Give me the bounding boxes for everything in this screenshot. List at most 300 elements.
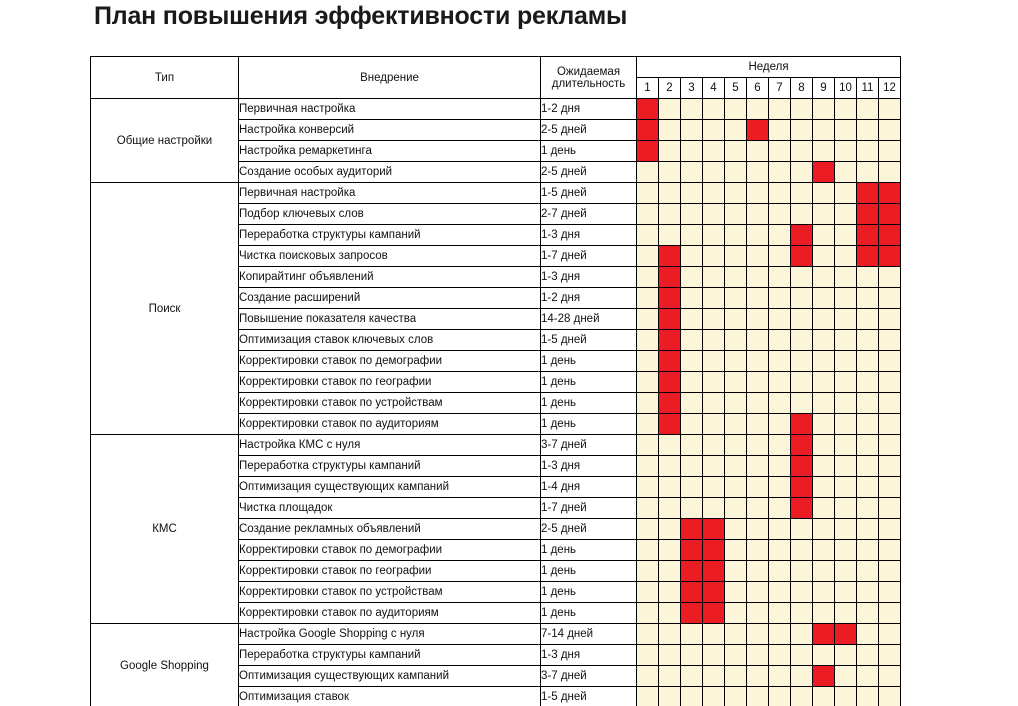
task-duration-cell: 1-3 дня — [541, 225, 637, 246]
task-name-cell: Подбор ключевых слов — [239, 204, 541, 225]
gantt-empty-cell — [879, 162, 901, 183]
gantt-empty-cell — [637, 477, 659, 498]
gantt-bar-cell — [857, 183, 879, 204]
gantt-bar-cell — [857, 204, 879, 225]
gantt-bar-cell — [659, 414, 681, 435]
gantt-empty-cell — [857, 309, 879, 330]
gantt-empty-cell — [747, 183, 769, 204]
gantt-empty-cell — [813, 141, 835, 162]
gantt-bar-cell — [659, 267, 681, 288]
gantt-empty-cell — [769, 141, 791, 162]
gantt-empty-cell — [813, 435, 835, 456]
gantt-empty-cell — [857, 519, 879, 540]
gantt-empty-cell — [703, 666, 725, 687]
gantt-empty-cell — [703, 309, 725, 330]
gantt-empty-cell — [659, 204, 681, 225]
gantt-empty-cell — [769, 561, 791, 582]
gantt-empty-cell — [725, 183, 747, 204]
gantt-empty-cell — [769, 246, 791, 267]
gantt-bar-cell — [813, 162, 835, 183]
gantt-empty-cell — [725, 582, 747, 603]
gantt-empty-cell — [857, 162, 879, 183]
gantt-bar-cell — [681, 519, 703, 540]
gantt-bar-cell — [659, 246, 681, 267]
gantt-empty-cell — [835, 603, 857, 624]
gantt-empty-cell — [857, 498, 879, 519]
task-duration-cell: 1-7 дней — [541, 498, 637, 519]
gantt-empty-cell — [813, 351, 835, 372]
gantt-empty-cell — [857, 141, 879, 162]
gantt-empty-cell — [637, 540, 659, 561]
task-name-cell: Корректировки ставок по устройствам — [239, 582, 541, 603]
task-name-cell: Оптимизация существующих кампаний — [239, 666, 541, 687]
gantt-empty-cell — [769, 309, 791, 330]
task-duration-cell: 2-5 дней — [541, 120, 637, 141]
gantt-empty-cell — [879, 519, 901, 540]
gantt-empty-cell — [769, 498, 791, 519]
gantt-empty-cell — [725, 330, 747, 351]
gantt-empty-cell — [857, 666, 879, 687]
gantt-empty-cell — [637, 645, 659, 666]
task-name-cell: Оптимизация существующих кампаний — [239, 477, 541, 498]
gantt-empty-cell — [835, 351, 857, 372]
week-number-8: 8 — [791, 78, 813, 99]
gantt-empty-cell — [725, 120, 747, 141]
gantt-empty-cell — [747, 162, 769, 183]
gantt-empty-cell — [725, 498, 747, 519]
table-header — [91, 57, 901, 99]
gantt-empty-cell — [813, 267, 835, 288]
gantt-empty-cell — [813, 456, 835, 477]
gantt-empty-cell — [637, 687, 659, 706]
gantt-empty-cell — [791, 351, 813, 372]
gantt-empty-cell — [791, 561, 813, 582]
gantt-empty-cell — [659, 99, 681, 120]
gantt-empty-cell — [835, 519, 857, 540]
gantt-bar-cell — [791, 246, 813, 267]
gantt-empty-cell — [835, 183, 857, 204]
column-header-weeks: Неделя — [637, 57, 901, 78]
gantt-empty-cell — [725, 288, 747, 309]
gantt-bar-cell — [791, 435, 813, 456]
gantt-empty-cell — [791, 141, 813, 162]
task-duration-cell: 1 день — [541, 351, 637, 372]
gantt-empty-cell — [835, 225, 857, 246]
task-name-cell: Оптимизация ставок — [239, 687, 541, 706]
gantt-empty-cell — [769, 330, 791, 351]
gantt-empty-cell — [791, 162, 813, 183]
gantt-empty-cell — [681, 393, 703, 414]
task-name-cell: Первичная настройка — [239, 183, 541, 204]
gantt-empty-cell — [835, 288, 857, 309]
gantt-empty-cell — [747, 561, 769, 582]
gantt-empty-cell — [857, 435, 879, 456]
gantt-empty-cell — [747, 456, 769, 477]
gantt-empty-cell — [791, 624, 813, 645]
task-duration-cell: 14-28 дней — [541, 309, 637, 330]
task-name-cell: Настройка КМС с нуля — [239, 435, 541, 456]
gantt-empty-cell — [769, 225, 791, 246]
week-number-9: 9 — [813, 78, 835, 99]
gantt-empty-cell — [659, 603, 681, 624]
gantt-empty-cell — [659, 120, 681, 141]
gantt-empty-cell — [659, 582, 681, 603]
gantt-empty-cell — [813, 309, 835, 330]
gantt-empty-cell — [747, 603, 769, 624]
gantt-bar-cell — [747, 120, 769, 141]
week-number-11: 11 — [857, 78, 879, 99]
gantt-empty-cell — [659, 141, 681, 162]
gantt-empty-cell — [681, 309, 703, 330]
gantt-empty-cell — [769, 456, 791, 477]
gantt-empty-cell — [725, 456, 747, 477]
gantt-empty-cell — [769, 372, 791, 393]
task-duration-cell: 1-4 дня — [541, 477, 637, 498]
task-name-cell: Корректировки ставок по демографии — [239, 351, 541, 372]
gantt-empty-cell — [637, 582, 659, 603]
task-name-cell: Корректировки ставок по устройствам — [239, 393, 541, 414]
task-name-cell: Корректировки ставок по демографии — [239, 540, 541, 561]
gantt-empty-cell — [703, 246, 725, 267]
gantt-empty-cell — [681, 414, 703, 435]
task-duration-cell: 1-5 дней — [541, 330, 637, 351]
task-name-cell: Переработка структуры кампаний — [239, 456, 541, 477]
gantt-empty-cell — [703, 204, 725, 225]
gantt-empty-cell — [703, 99, 725, 120]
task-duration-cell: 1 день — [541, 393, 637, 414]
gantt-empty-cell — [835, 267, 857, 288]
task-name-cell: Переработка структуры кампаний — [239, 225, 541, 246]
gantt-empty-cell — [791, 687, 813, 706]
gantt-empty-cell — [813, 183, 835, 204]
gantt-empty-cell — [637, 351, 659, 372]
gantt-empty-cell — [681, 330, 703, 351]
gantt-empty-cell — [769, 414, 791, 435]
gantt-empty-cell — [835, 666, 857, 687]
gantt-empty-cell — [835, 477, 857, 498]
group-type-cell: Общие настройки — [91, 99, 239, 183]
gantt-empty-cell — [835, 330, 857, 351]
gantt-empty-cell — [637, 267, 659, 288]
gantt-empty-cell — [637, 309, 659, 330]
gantt-empty-cell — [879, 393, 901, 414]
week-number-2: 2 — [659, 78, 681, 99]
gantt-empty-cell — [703, 162, 725, 183]
task-duration-cell: 1-5 дней — [541, 183, 637, 204]
gantt-empty-cell — [637, 183, 659, 204]
week-number-10: 10 — [835, 78, 857, 99]
gantt-empty-cell — [857, 477, 879, 498]
gantt-empty-cell — [879, 687, 901, 706]
gantt-empty-cell — [703, 183, 725, 204]
task-name-cell: Переработка структуры кампаний — [239, 645, 541, 666]
gantt-empty-cell — [791, 372, 813, 393]
gantt-bar-cell — [791, 477, 813, 498]
gantt-bar-cell — [637, 141, 659, 162]
gantt-empty-cell — [725, 645, 747, 666]
gantt-empty-cell — [879, 309, 901, 330]
gantt-empty-cell — [879, 288, 901, 309]
gantt-empty-cell — [747, 330, 769, 351]
gantt-empty-cell — [857, 456, 879, 477]
gantt-empty-cell — [879, 540, 901, 561]
task-name-cell: Оптимизация ставок ключевых слов — [239, 330, 541, 351]
gantt-empty-cell — [703, 120, 725, 141]
gantt-bar-cell — [659, 330, 681, 351]
column-header-duration: Ожидаемая длительность — [541, 57, 637, 99]
gantt-bar-cell — [637, 120, 659, 141]
gantt-empty-cell — [835, 393, 857, 414]
gantt-empty-cell — [857, 99, 879, 120]
group-type-cell: КМС — [91, 435, 239, 624]
gantt-empty-cell — [747, 687, 769, 706]
gantt-empty-cell — [813, 99, 835, 120]
gantt-empty-cell — [769, 120, 791, 141]
task-duration-cell: 1 день — [541, 141, 637, 162]
gantt-empty-cell — [703, 141, 725, 162]
gantt-empty-cell — [681, 99, 703, 120]
gantt-empty-cell — [659, 540, 681, 561]
gantt-empty-cell — [725, 666, 747, 687]
task-duration-cell: 1-3 дня — [541, 456, 637, 477]
gantt-empty-cell — [791, 183, 813, 204]
gantt-empty-cell — [703, 351, 725, 372]
gantt-empty-cell — [769, 393, 791, 414]
gantt-bar-cell — [813, 666, 835, 687]
task-duration-cell: 3-7 дней — [541, 666, 637, 687]
gantt-empty-cell — [725, 561, 747, 582]
task-duration-cell: 1-3 дня — [541, 267, 637, 288]
gantt-empty-cell — [769, 540, 791, 561]
task-name-cell: Создание расширений — [239, 288, 541, 309]
gantt-empty-cell — [813, 120, 835, 141]
task-duration-cell: 3-7 дней — [541, 435, 637, 456]
gantt-empty-cell — [857, 582, 879, 603]
gantt-empty-cell — [637, 204, 659, 225]
gantt-empty-cell — [681, 645, 703, 666]
table-row — [91, 99, 901, 120]
gantt-empty-cell — [747, 414, 769, 435]
gantt-empty-cell — [835, 414, 857, 435]
gantt-empty-cell — [681, 456, 703, 477]
gantt-empty-cell — [857, 687, 879, 706]
gantt-empty-cell — [637, 246, 659, 267]
gantt-empty-cell — [835, 120, 857, 141]
gantt-empty-cell — [637, 414, 659, 435]
gantt-empty-cell — [857, 288, 879, 309]
gantt-empty-cell — [747, 372, 769, 393]
gantt-empty-cell — [747, 309, 769, 330]
gantt-empty-cell — [703, 435, 725, 456]
gantt-empty-cell — [681, 162, 703, 183]
gantt-empty-cell — [659, 498, 681, 519]
gantt-empty-cell — [681, 246, 703, 267]
task-name-cell: Корректировки ставок по географии — [239, 561, 541, 582]
gantt-empty-cell — [879, 99, 901, 120]
page-title: План повышения эффективности рекламы — [94, 2, 628, 30]
gantt-empty-cell — [747, 519, 769, 540]
gantt-empty-cell — [857, 645, 879, 666]
gantt-empty-cell — [769, 435, 791, 456]
gantt-empty-cell — [747, 393, 769, 414]
gantt-empty-cell — [879, 414, 901, 435]
gantt-empty-cell — [747, 141, 769, 162]
gantt-empty-cell — [769, 204, 791, 225]
gantt-bar-cell — [791, 414, 813, 435]
gantt-empty-cell — [769, 477, 791, 498]
gantt-empty-cell — [725, 225, 747, 246]
gantt-empty-cell — [681, 183, 703, 204]
gantt-empty-cell — [769, 519, 791, 540]
gantt-empty-cell — [879, 582, 901, 603]
gantt-empty-cell — [747, 99, 769, 120]
gantt-empty-cell — [769, 603, 791, 624]
gantt-empty-cell — [879, 435, 901, 456]
gantt-empty-cell — [747, 267, 769, 288]
gantt-empty-cell — [835, 204, 857, 225]
gantt-empty-cell — [813, 687, 835, 706]
task-duration-cell: 1 день — [541, 561, 637, 582]
gantt-empty-cell — [813, 561, 835, 582]
gantt-empty-cell — [659, 687, 681, 706]
gantt-empty-cell — [681, 120, 703, 141]
table-row — [91, 435, 901, 456]
gantt-bar-cell — [791, 456, 813, 477]
gantt-empty-cell — [725, 246, 747, 267]
gantt-empty-cell — [659, 561, 681, 582]
gantt-empty-cell — [835, 99, 857, 120]
gantt-empty-cell — [659, 645, 681, 666]
gantt-empty-cell — [681, 435, 703, 456]
gantt-empty-cell — [703, 477, 725, 498]
gantt-empty-cell — [659, 225, 681, 246]
gantt-empty-cell — [835, 582, 857, 603]
task-name-cell: Копирайтинг объявлений — [239, 267, 541, 288]
gantt-empty-cell — [681, 204, 703, 225]
gantt-bar-cell — [857, 225, 879, 246]
gantt-empty-cell — [769, 582, 791, 603]
gantt-empty-cell — [747, 351, 769, 372]
task-name-cell: Корректировки ставок по аудиториям — [239, 603, 541, 624]
week-number-6: 6 — [747, 78, 769, 99]
gantt-empty-cell — [681, 351, 703, 372]
task-name-cell: Корректировки ставок по географии — [239, 372, 541, 393]
gantt-empty-cell — [857, 414, 879, 435]
gantt-empty-cell — [791, 603, 813, 624]
gantt-empty-cell — [747, 246, 769, 267]
gantt-empty-cell — [879, 645, 901, 666]
gantt-empty-cell — [835, 246, 857, 267]
gantt-empty-cell — [791, 288, 813, 309]
gantt-empty-cell — [637, 456, 659, 477]
gantt-empty-cell — [637, 666, 659, 687]
gantt-empty-cell — [835, 561, 857, 582]
gantt-empty-cell — [813, 288, 835, 309]
gantt-empty-cell — [703, 456, 725, 477]
gantt-empty-cell — [725, 141, 747, 162]
gantt-empty-cell — [879, 477, 901, 498]
week-number-4: 4 — [703, 78, 725, 99]
gantt-bar-cell — [703, 561, 725, 582]
gantt-empty-cell — [769, 162, 791, 183]
gantt-empty-cell — [835, 687, 857, 706]
task-name-cell: Повышение показателя качества — [239, 309, 541, 330]
gantt-empty-cell — [813, 372, 835, 393]
gantt-bar-cell — [659, 393, 681, 414]
gantt-empty-cell — [747, 288, 769, 309]
gantt-empty-cell — [659, 456, 681, 477]
gantt-bar-cell — [857, 246, 879, 267]
gantt-empty-cell — [637, 393, 659, 414]
gantt-empty-cell — [835, 456, 857, 477]
gantt-empty-cell — [791, 267, 813, 288]
gantt-empty-cell — [747, 645, 769, 666]
gantt-empty-cell — [659, 435, 681, 456]
gantt-empty-cell — [835, 372, 857, 393]
gantt-empty-cell — [659, 519, 681, 540]
header-row-top — [91, 57, 901, 78]
gantt-empty-cell — [637, 330, 659, 351]
gantt-empty-cell — [813, 330, 835, 351]
week-number-12: 12 — [879, 78, 901, 99]
gantt-empty-cell — [681, 225, 703, 246]
gantt-bar-cell — [835, 624, 857, 645]
gantt-empty-cell — [813, 393, 835, 414]
gantt-empty-cell — [725, 435, 747, 456]
gantt-empty-cell — [835, 162, 857, 183]
gantt-empty-cell — [703, 225, 725, 246]
gantt-empty-cell — [681, 477, 703, 498]
gantt-empty-cell — [637, 372, 659, 393]
gantt-empty-cell — [813, 204, 835, 225]
gantt-empty-cell — [725, 519, 747, 540]
gantt-empty-cell — [725, 414, 747, 435]
gantt-empty-cell — [681, 372, 703, 393]
gantt-empty-cell — [791, 582, 813, 603]
gantt-empty-cell — [813, 540, 835, 561]
task-duration-cell: 2-5 дней — [541, 162, 637, 183]
gantt-empty-cell — [681, 267, 703, 288]
gantt-empty-cell — [725, 204, 747, 225]
gantt-empty-cell — [791, 99, 813, 120]
gantt-bar-cell — [659, 288, 681, 309]
gantt-empty-cell — [703, 330, 725, 351]
gantt-empty-cell — [725, 624, 747, 645]
gantt-empty-cell — [747, 624, 769, 645]
gantt-empty-cell — [879, 330, 901, 351]
gantt-bar-cell — [659, 351, 681, 372]
task-duration-cell: 7-14 дней — [541, 624, 637, 645]
gantt-empty-cell — [769, 99, 791, 120]
gantt-empty-cell — [791, 204, 813, 225]
gantt-empty-cell — [835, 435, 857, 456]
gantt-empty-cell — [703, 372, 725, 393]
gantt-empty-cell — [725, 393, 747, 414]
task-duration-cell: 1-2 дня — [541, 99, 637, 120]
gantt-empty-cell — [659, 624, 681, 645]
task-name-cell: Настройка Google Shopping с нуля — [239, 624, 541, 645]
gantt-empty-cell — [637, 561, 659, 582]
gantt-empty-cell — [835, 540, 857, 561]
gantt-bar-cell — [703, 519, 725, 540]
gantt-empty-cell — [813, 477, 835, 498]
gantt-empty-cell — [791, 393, 813, 414]
gantt-empty-cell — [813, 582, 835, 603]
gantt-empty-cell — [835, 309, 857, 330]
task-name-cell: Создание особых аудиторий — [239, 162, 541, 183]
gantt-empty-cell — [857, 603, 879, 624]
gantt-empty-cell — [813, 225, 835, 246]
